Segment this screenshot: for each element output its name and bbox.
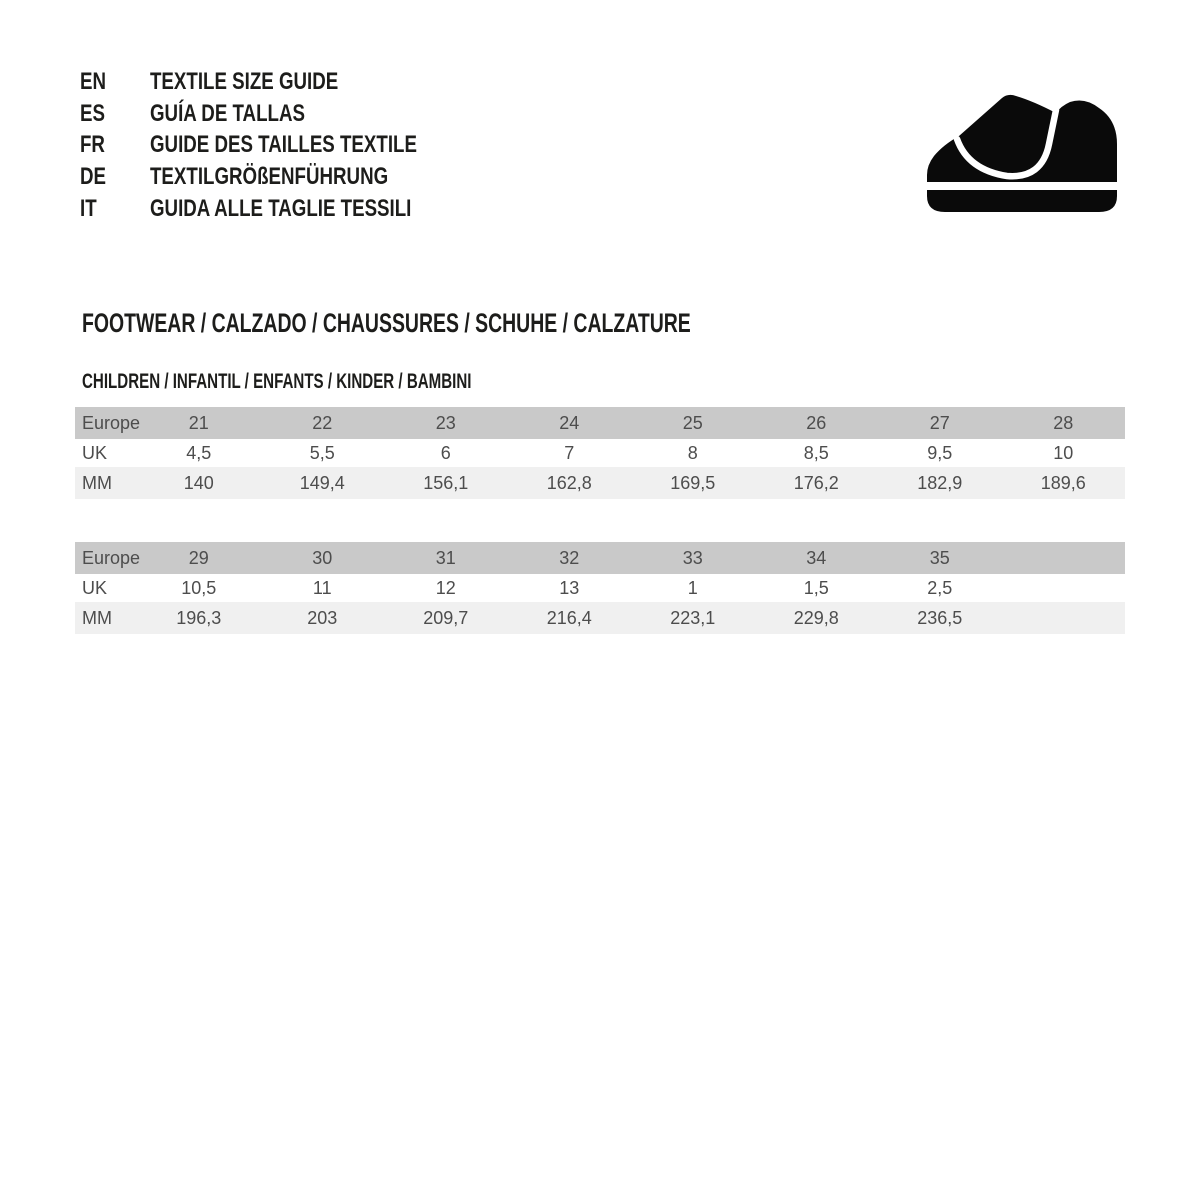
size-cell: 4,5 [137, 439, 261, 467]
language-row-it [80, 193, 492, 225]
size-cell: 7 [508, 439, 632, 467]
size-cell: 21 [137, 407, 261, 439]
size-cell: 29 [137, 542, 261, 574]
size-cell: 25 [631, 407, 755, 439]
size-cell: 196,3 [137, 602, 261, 634]
section-subtitle: CHILDREN / INFANTIL / ENFANTS / KINDER / BAMBINI [82, 370, 472, 393]
size-cell: 10 [1002, 439, 1126, 467]
size-cell: 209,7 [384, 602, 508, 634]
size-cell: 203 [261, 602, 385, 634]
children-shoe-icon [915, 86, 1127, 217]
size-cell: 182,9 [878, 467, 1002, 499]
language-row-fr [80, 129, 492, 161]
size-cell [1002, 542, 1126, 574]
row-label: MM [75, 467, 137, 499]
size-cell: 2,5 [878, 574, 1002, 602]
size-cell: 33 [631, 542, 755, 574]
size-cell: 216,4 [508, 602, 632, 634]
language-title: GUIDE DES TAILLES TEXTILE [150, 131, 417, 159]
size-cell: 28 [1002, 407, 1126, 439]
size-cell: 156,1 [384, 467, 508, 499]
language-code: EN [80, 67, 107, 95]
size-cell: 10,5 [137, 574, 261, 602]
table-row-mm [75, 467, 1125, 499]
row-label: UK [75, 574, 137, 602]
size-cell: 35 [878, 542, 1002, 574]
row-label: UK [75, 439, 137, 467]
size-cell: 11 [261, 574, 385, 602]
size-cell: 27 [878, 407, 1002, 439]
size-cell: 12 [384, 574, 508, 602]
language-title: TEXTILGRÖßENFÜHRUNG [150, 162, 389, 190]
row-label: MM [75, 602, 137, 634]
section-title: FOOTWEAR / CALZADO / CHAUSSURES / SCHUHE / CALZATURE [82, 308, 691, 338]
language-title: GUÍA DE TALLAS [150, 99, 305, 127]
size-cell: 34 [755, 542, 879, 574]
size-cell: 162,8 [508, 467, 632, 499]
size-cell: 8 [631, 439, 755, 467]
size-cell: 176,2 [755, 467, 879, 499]
language-title-list [80, 66, 492, 224]
size-cell: 140 [137, 467, 261, 499]
size-cell: 1 [631, 574, 755, 602]
row-label: Europe [75, 542, 137, 574]
size-cell: 13 [508, 574, 632, 602]
language-code: IT [80, 194, 97, 222]
language-code: FR [80, 131, 105, 159]
size-cell: 236,5 [878, 602, 1002, 634]
size-cell: 22 [261, 407, 385, 439]
size-cell [1002, 602, 1126, 634]
size-cell: 189,6 [1002, 467, 1126, 499]
size-cell: 26 [755, 407, 879, 439]
size-cell: 229,8 [755, 602, 879, 634]
language-row-es [80, 98, 492, 130]
language-title: TEXTILE SIZE GUIDE [150, 67, 339, 95]
size-cell [1002, 574, 1126, 602]
table-row-mm [75, 602, 1125, 634]
size-cell: 5,5 [261, 439, 385, 467]
size-cell: 23 [384, 407, 508, 439]
size-cell: 31 [384, 542, 508, 574]
size-cell: 169,5 [631, 467, 755, 499]
table-row-europe [75, 407, 1125, 439]
table-row-uk [75, 439, 1125, 467]
size-cell: 30 [261, 542, 385, 574]
size-cell: 1,5 [755, 574, 879, 602]
size-cell: 149,4 [261, 467, 385, 499]
size-cell: 32 [508, 542, 632, 574]
language-code: ES [80, 99, 105, 127]
language-code: DE [80, 162, 107, 190]
language-title: GUIDA ALLE TAGLIE TESSILI [150, 194, 412, 222]
size-cell: 8,5 [755, 439, 879, 467]
table-row-europe [75, 542, 1125, 574]
table-row-uk [75, 574, 1125, 602]
size-table-29-35 [75, 542, 1125, 634]
size-cell: 223,1 [631, 602, 755, 634]
language-row-en [80, 66, 492, 98]
size-cell: 24 [508, 407, 632, 439]
size-table-21-28 [75, 407, 1125, 499]
language-row-de [80, 161, 492, 193]
size-cell: 9,5 [878, 439, 1002, 467]
size-cell: 6 [384, 439, 508, 467]
row-label: Europe [75, 407, 137, 439]
